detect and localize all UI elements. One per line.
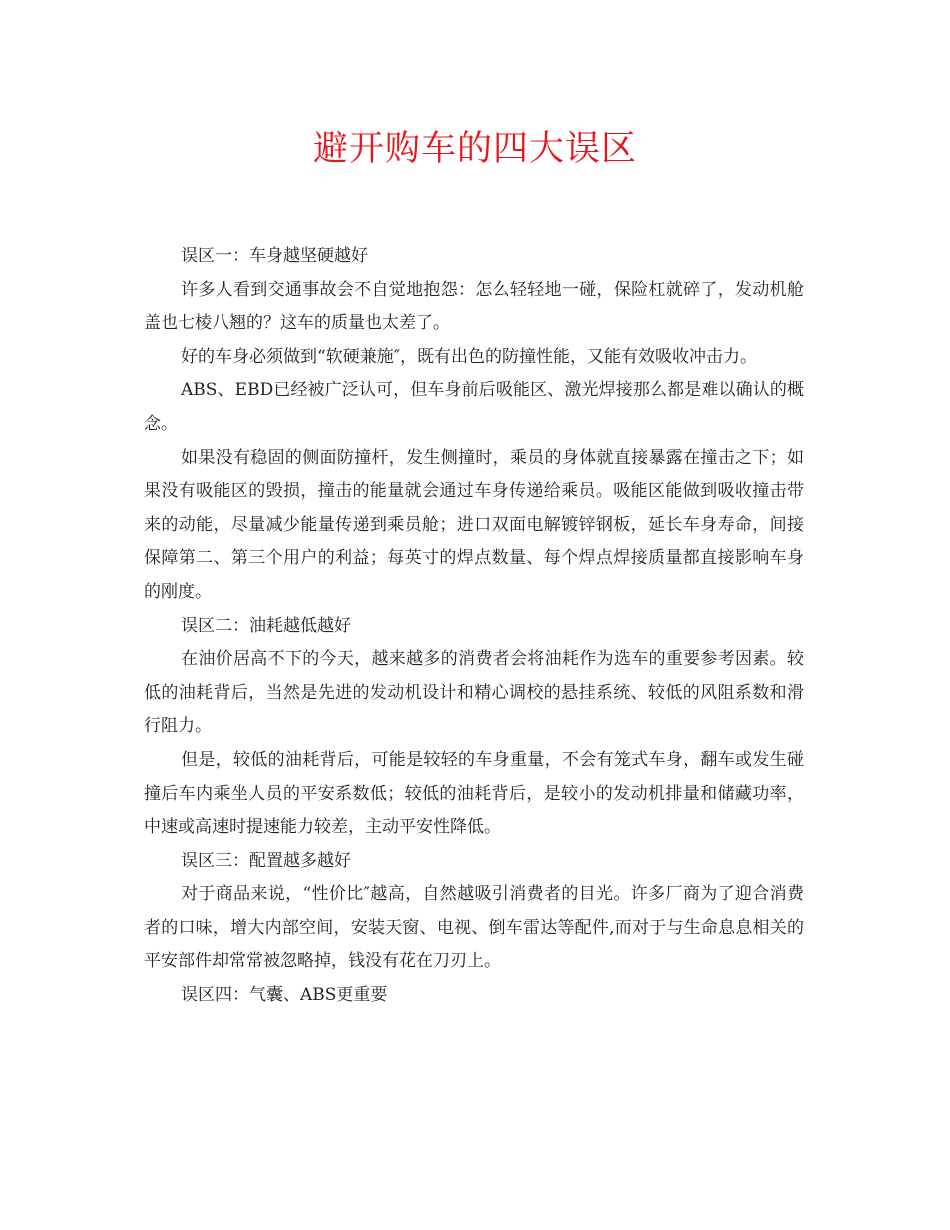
paragraph: 在油价居高不下的今天，越来越多的消费者会将油耗作为选车的重要参考因素。较低的油耗背后，当然是先进的发动机设计和精心调校的悬挂系统、较低的风阻系数和滑行阻力。 (144, 649, 804, 737)
section-heading-4: 误区四：气囊、ABS更重要 (181, 985, 388, 1006)
paragraph: 好的车身必须做到“软硬兼施″，既有出色的防撞性能，又能有效吸收冲击力。 (181, 346, 758, 367)
paragraph: 对于商品来说，“性价比″越高，自然越吸引消费者的目光。许多厂商为了迎合消费者的口味，增大内部空间，安装天窗、电视、倒车雷达等配件,而对于与生命息息相关的平安部件却常常被忽略掉，钱没有花在刀刃上。 (144, 884, 804, 972)
paragraph: 如果没有稳固的侧面防撞杆，发生侧撞时，乘员的身体就直接暴露在撞击之下；如果没有吸能区的毁损，撞击的能量就会通过车身传递给乘员。吸能区能做到吸收撞击带来的动能，尽量减少能量传递到乘员舱；进口双面电解镀锌钢板，延长车身寿命，间接保障第二、第三个用户的利益；每英寸的焊点数量、每个焊点焊接质量都直接影响车身的刚度。 (144, 447, 804, 602)
paragraph: 但是，较低的油耗背后，可能是较轻的车身重量，不会有笼式车身，翻车或发生碰撞后车内乘坐人员的平安系数低；较低的油耗背后，是较小的发动机排量和储藏功率，中速或高速时提速能力较差，主动平安性降低。 (144, 749, 804, 838)
section-heading-2: 误区二：油耗越低越好 (181, 615, 351, 636)
document-title: 避开购车的四大误区 (312, 129, 637, 169)
section-heading-3: 误区三：配置越多越好 (181, 850, 351, 871)
paragraph: 许多人看到交通事故会不自觉地抱怨：怎么轻轻地一碰，保险杠就碎了，发动机舱盖也七棱八翘的？这车的质量也太差了。 (144, 279, 804, 334)
paragraph: ABS、EBD已经被广泛认可，但车身前后吸能区、激光焊接那么都是难以确认的概念。 (144, 380, 804, 434)
section-heading-1: 误区一：车身越坚硬越好 (181, 246, 368, 266)
document-body (144, 240, 804, 1013)
